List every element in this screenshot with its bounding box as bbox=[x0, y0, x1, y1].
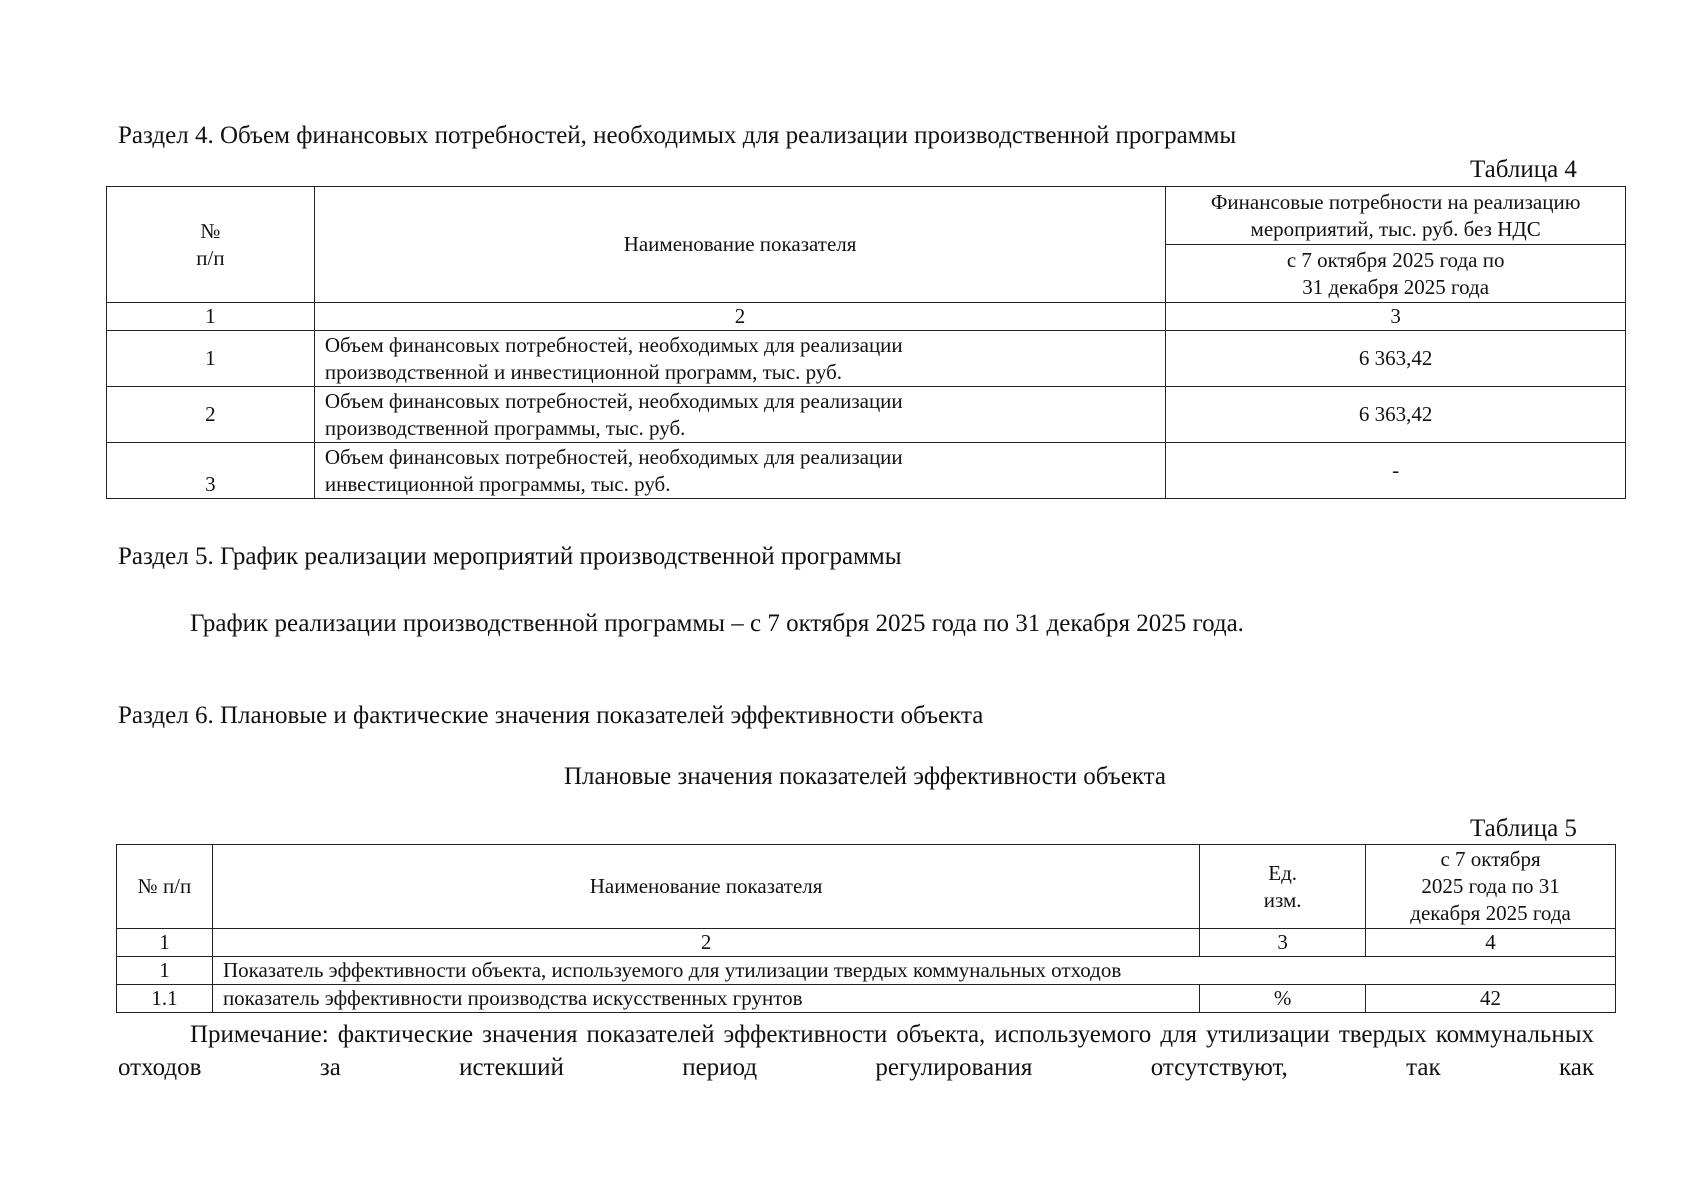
row-name: показатель эффективности производства искусственных грунтов bbox=[212, 985, 1199, 1013]
section6-subheading: Плановые значения показателей эффективности объекта bbox=[563, 763, 1167, 790]
row-number: 3 bbox=[107, 443, 315, 499]
row-value: 6 363,42 bbox=[1166, 331, 1626, 387]
row-name: Объем финансовых потребностей, необходимых для реализации инвестиционной программы, тыс. руб. bbox=[314, 443, 1165, 499]
table5 bbox=[116, 844, 1616, 1013]
table4-index-cell: 2 bbox=[314, 303, 1165, 331]
row-number: 1.1 bbox=[117, 985, 213, 1013]
table4-header-num: № п/п bbox=[107, 187, 315, 303]
row-unit: % bbox=[1200, 985, 1366, 1013]
section6-note: Примечание: фактические значения показателей эффективности объекта, используемого для утилизации твердых коммунальных отходов за истекший период регулирования отсутствуют, так как bbox=[118, 1021, 1594, 1081]
table5-header-num: № п/п bbox=[117, 845, 213, 929]
row-name: Объем финансовых потребностей, необходимых для реализации производственной программы, тыс. руб. bbox=[314, 387, 1165, 443]
table4-index-cell: 1 bbox=[107, 303, 315, 331]
table4 bbox=[106, 186, 1626, 499]
table5-label: Таблица 5 bbox=[1470, 815, 1577, 842]
table5-header-unit: Ед. изм. bbox=[1200, 845, 1366, 929]
row-name: Объем финансовых потребностей, необходимых для реализации производственной и инвестиционной программ, тыс. руб. bbox=[314, 331, 1165, 387]
section5-heading: Раздел 5. График реализации мероприятий производственной программы bbox=[118, 543, 902, 570]
row-value: 6 363,42 bbox=[1166, 387, 1626, 443]
table4-header-name: Наименование показателя bbox=[314, 187, 1165, 303]
table4-header-fin: Финансовые потребности на реализацию мероприятий, тыс. руб. без НДС bbox=[1166, 187, 1626, 245]
table5-index-cell: 2 bbox=[212, 929, 1199, 957]
table5-index-cell: 1 bbox=[117, 929, 213, 957]
table4-index-cell: 3 bbox=[1166, 303, 1626, 331]
table-row bbox=[107, 387, 1626, 443]
table4-header-period: с 7 октября 2025 года по 31 декабря 2025 года bbox=[1166, 245, 1626, 303]
table4-label: Таблица 4 bbox=[1470, 156, 1577, 183]
row-number: 1 bbox=[117, 957, 213, 985]
row-name: Показатель эффективности объекта, используемого для утилизации твердых коммунальных отходов bbox=[212, 957, 1615, 985]
table-row bbox=[107, 443, 1626, 499]
row-number: 1 bbox=[107, 331, 315, 387]
table5-header-name: Наименование показателя bbox=[212, 845, 1199, 929]
row-number: 2 bbox=[107, 387, 315, 443]
table5-header-period: с 7 октября 2025 года по 31 декабря 2025 года bbox=[1366, 845, 1616, 929]
section6-heading: Раздел 6. Плановые и фактические значения показателей эффективности объекта bbox=[118, 702, 984, 729]
table5-index-cell: 4 bbox=[1366, 929, 1616, 957]
section5-text: График реализации производственной программы – с 7 октября 2025 года по 31 декабря 2025 года. bbox=[190, 610, 1244, 637]
table-group-row bbox=[117, 957, 1616, 985]
row-value: 42 bbox=[1366, 985, 1616, 1013]
section4-heading: Раздел 4. Объем финансовых потребностей, необходимых для реализации производственной программы bbox=[118, 122, 1237, 149]
row-value: - bbox=[1166, 443, 1626, 499]
table-row bbox=[117, 985, 1616, 1013]
table5-index-cell: 3 bbox=[1200, 929, 1366, 957]
table-row bbox=[107, 331, 1626, 387]
